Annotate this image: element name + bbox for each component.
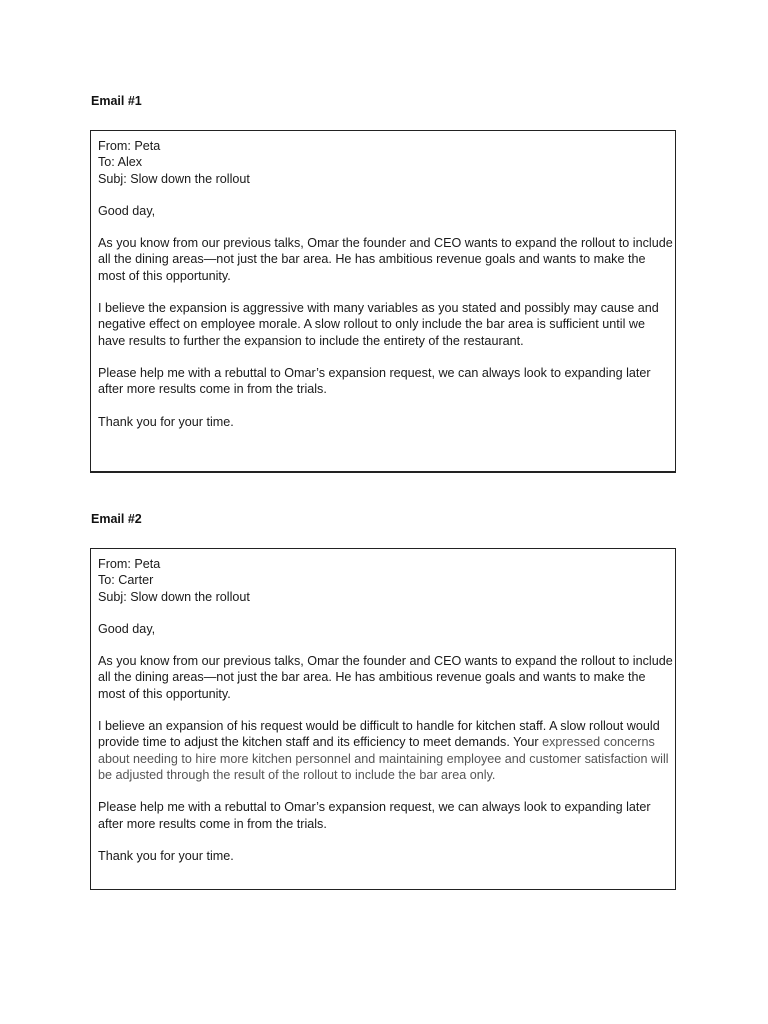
email-1-closing: Thank you for your time. [98,414,234,429]
email-2-heading: Email #2 [91,512,142,526]
email-2-paragraph-2-part-a: I believe an expansion of his request would be difficult to handle for kitchen staff. A slow rollout would provide time to adjust the kitchen staff and its efficiency to meet demands. Your [98,719,660,750]
email-1-paragraph-2: I believe the expansion is aggressive with many variables as you stated and possibly may cause and negative effect on employee morale. A slow rollout to only include the bar area is sufficient until we have results to further the expansion to include the entirety of the restaurant. [98,301,659,348]
email-1-to: To: Alex [98,155,143,170]
email-2-closing: Thank you for your time. [98,848,234,863]
email-1-from: From: Peta [98,139,161,153]
email-1-paragraph-3: Please help me with a rebuttal to Omar’s expansion request, we can always look to expanding later after more results come in from the trials. [98,365,651,397]
email-2-subject: Subj: Slow down the rollout [98,589,250,604]
email-2-to: To: Carter [98,573,154,588]
email-1-box [90,130,676,473]
email-2-paragraph-2 [98,718,675,783]
email-1-paragraph-1: As you know from our previous talks, Omar the founder and CEO wants to expand the rollout to include all the dining areas—not just the bar area. He has ambitious revenue goals and wants to make the most of this opportunity. [98,236,673,283]
email-2-paragraph-3: Please help me with a rebuttal to Omar’s expansion request, we can always look to expanding later after more results come in from the trials. [98,800,651,831]
email-2-box [90,548,676,890]
email-1-heading: Email #1 [91,94,142,108]
email-2-paragraph-1: As you know from our previous talks, Omar the founder and CEO wants to expand the rollout to include all the dining areas—not just the bar area. He has ambitious revenue goals and wants to make the most of this opportunity. [98,654,673,701]
email-2-from: From: Peta [98,557,161,571]
email-1-greeting: Good day, [98,203,156,218]
email-2-greeting: Good day, [98,621,156,636]
email-1-subject: Subj: Slow down the rollout [98,171,250,186]
email-2-paragraph-2-part-b: expressed concerns about needing to hire more kitchen personnel and maintaining employee and customer satisfaction will be adjusted through the result of the rollout to include the bar area only. [98,735,669,782]
